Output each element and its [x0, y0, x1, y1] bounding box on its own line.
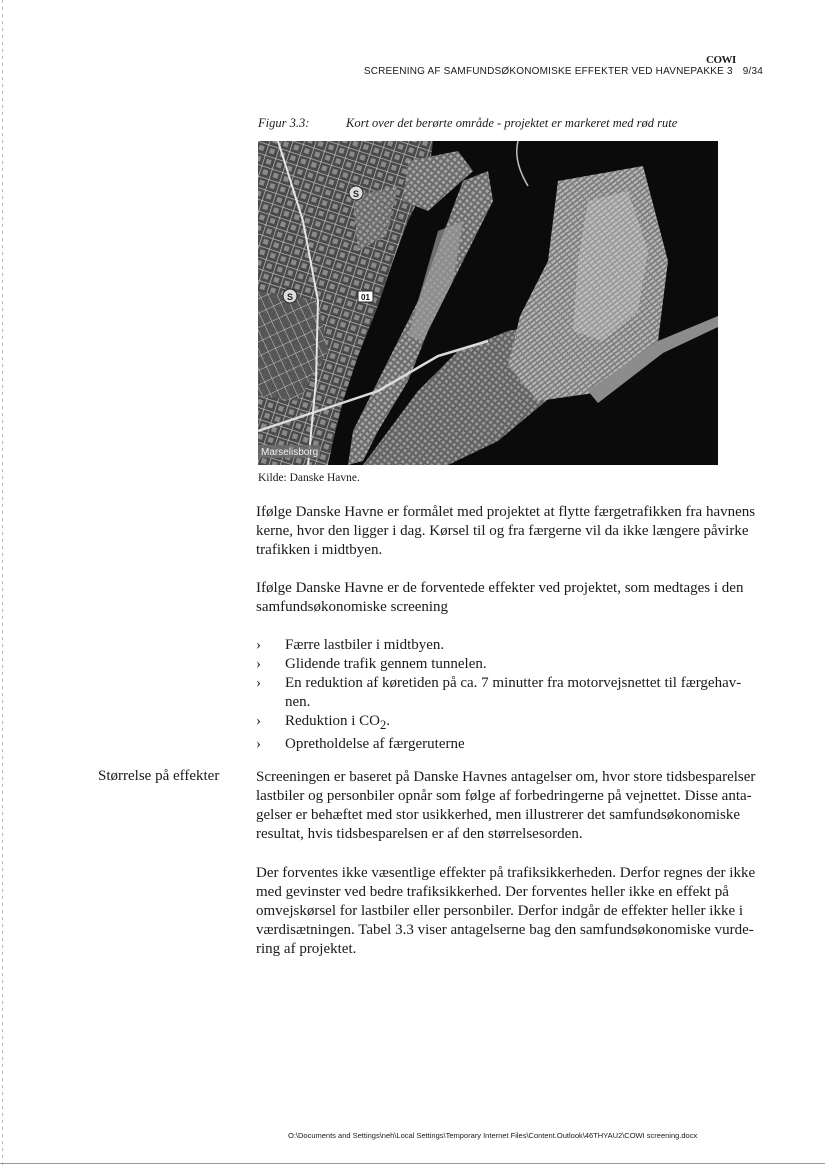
scan-edge-bottom: [0, 1163, 825, 1164]
body-paragraph-1: Ifølge Danske Havne er formålet med projektet at flytte færgetrafikken fra havnens kerne, hvor den ligger i dag. Kørsel til og fra færgerne vil da ikke længere påvirke trafikken i midtbyen.: [256, 504, 756, 558]
map-graphic: [258, 141, 718, 465]
list-item-tail: .: [386, 713, 391, 729]
page-header: [364, 66, 763, 77]
figure-caption-text: Kort over det berørte område - projektet er markeret med rød rute: [346, 116, 678, 130]
list-item: [256, 636, 766, 655]
figure-caption: [258, 116, 677, 131]
bullet-mark: ›: [256, 736, 261, 752]
bullet-mark: ›: [256, 656, 261, 672]
list-item: [256, 735, 766, 754]
list-item-text: Færre lastbiler i midtbyen.: [285, 637, 445, 653]
footer-file-path: O:\Documents and Settings\neh\Local Settings\Temporary Internet Files\Content.Outlook\46THYAU2\COWI screening.docx: [288, 1131, 698, 1140]
header-title: SCREENING AF SAMFUNDSØKONOMISKE EFFEKTER VED HAVNEPAKKE 3: [363, 66, 733, 77]
bullet-mark: ›: [256, 675, 261, 691]
harbour-aerial-map: [258, 141, 718, 465]
map-road-marker: 01: [361, 293, 370, 302]
page-number: 9/34: [742, 66, 763, 77]
bullet-mark: ›: [256, 713, 261, 729]
map-district-label: Marselisborg: [261, 447, 319, 458]
list-item-text: Reduktion i CO: [285, 713, 381, 729]
figure-label: Figur 3.3:: [258, 116, 310, 130]
body-paragraph-3: Screeningen er baseret på Danske Havnes antagelser om, hvor store tidsbesparelser lastbiler og personbiler opnår som følge af forbedringerne på vejnettet. Disse anta-gelser er behæftet med stor usikkerhed, men illustrerer det samfundsøkonomiske resultat, hvis tidsbesparelsen er af den størrelsesorden.: [256, 769, 756, 842]
body-paragraph-4: Der forventes ikke væsentlige effekter på trafiksikkerheden. Derfor regnes der ikke med gevinster ved bedre trafiksikkerhed. Der forventes heller ikke en effekt på omvejskørsel for lastbiler eller personbiler. Derfor indgår de effekter heller ikke i værdisætningen. Tabel 3.3 viser antagelserne bag den samfundsøkonomiske vurde-ring af projektet.: [256, 865, 756, 957]
co2-subscript: 2: [380, 718, 387, 732]
company-logo: COWI: [706, 54, 736, 66]
margin-heading: Størrelse på effekter: [98, 768, 220, 784]
list-item-text: Glidende trafik gennem tunnelen.: [285, 656, 487, 672]
list-item: [256, 712, 766, 735]
list-item-text: Opretholdelse af færgeruterne: [285, 736, 465, 752]
figure-source: Kilde: Danske Havne.: [258, 472, 360, 484]
map-station-marker: S: [352, 189, 360, 199]
list-item: [256, 655, 766, 674]
list-item-text: En reduktion af køretiden på ca. 7 minutter fra motorvejsnettet til færgehav-nen.: [285, 675, 742, 710]
bullet-mark: ›: [256, 637, 261, 653]
scan-edge-left: [2, 0, 3, 1168]
list-item: [256, 674, 766, 712]
effects-bullet-list: [256, 636, 766, 754]
map-station-marker-2: S: [286, 292, 294, 302]
body-paragraph-2: Ifølge Danske Havne er de forventede effekter ved projektet, som medtages i den samfundsøkonomiske screening: [256, 580, 744, 615]
